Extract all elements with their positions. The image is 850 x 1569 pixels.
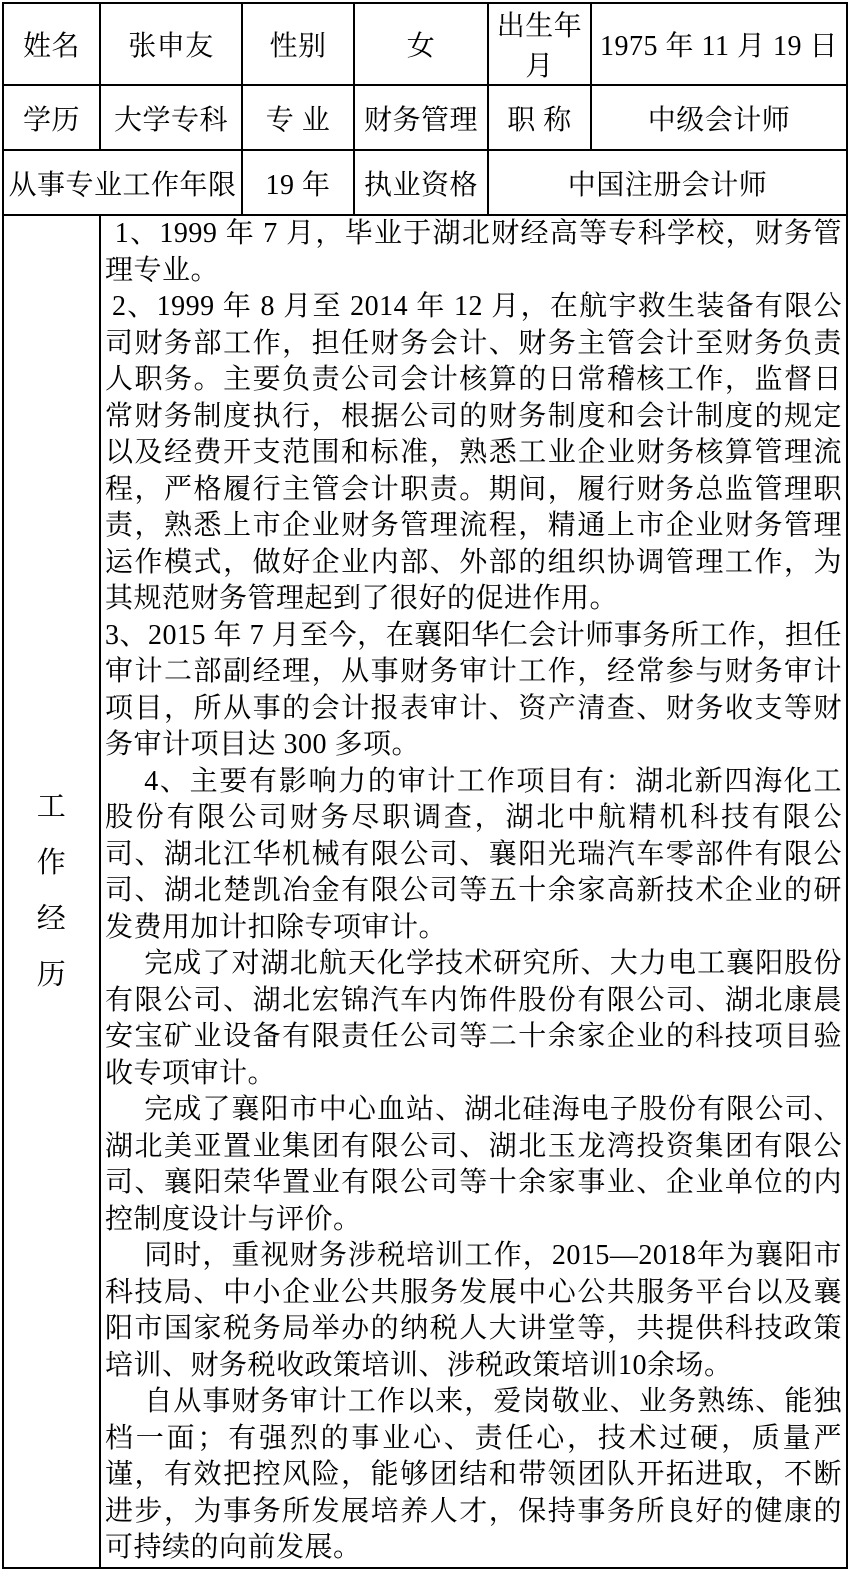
label-char-1: 工 [36, 790, 67, 823]
title-value: 中级会计师 [591, 85, 847, 150]
row-years-qualification [3, 150, 847, 215]
work-experience-content [100, 215, 847, 1568]
work-years-value: 19 年 [242, 150, 354, 215]
row-work-experience [3, 215, 847, 1568]
label-char-4: 历 [36, 958, 67, 991]
row-education-title [3, 85, 847, 150]
experience-paragraph-5: 完成了对湖北航天化学技术研究所、大力电工襄阳股份有限公司、湖北宏锦汽车内饰件股份有限公司、湖北康晨安宝矿业设备有限责任公司等二十余家企业的科技项目验收专项审计。 [105, 948, 842, 1089]
qualification-label: 执业资格 [354, 150, 488, 215]
label-char-3: 经 [36, 902, 67, 935]
resume-document-page [0, 2, 850, 1563]
label-char-2: 作 [36, 846, 67, 879]
experience-paragraph-4: 4、主要有影响力的审计工作项目有：湖北新四海化工股份有限公司财务尽职调查，湖北中航精机科技有限公司、湖北江华机械有限公司、襄阳光瑞汽车零部件有限公司、湖北楚凯冶金有限公司等五十余家高新技术企业的研发费用加计扣除专项审计。 [105, 765, 842, 943]
experience-paragraph-6: 完成了襄阳市中心血站、湖北硅海电子股份有限公司、湖北美亚置业集团有限公司、湖北玉龙湾投资集团有限公司、襄阳荣华置业有限公司等十余家事业、企业单位的内控制度设计与评价。 [105, 1094, 842, 1235]
work-experience-header [3, 215, 100, 1568]
birthdate-value: 1975 年 11 月 19 日 [591, 3, 847, 85]
gender-label: 性别 [242, 3, 354, 85]
work-experience-vertical-label [8, 790, 95, 991]
title-label: 职 称 [488, 85, 591, 150]
qualification-value: 中国注册会计师 [488, 150, 847, 215]
name-label: 姓名 [3, 3, 100, 85]
work-years-label: 从事专业工作年限 [3, 150, 242, 215]
education-value: 大学专科 [100, 85, 242, 150]
experience-paragraph-7: 同时，重视财务涉税培训工作，2015—2018年为襄阳市科技局、中小企业公共服务发展中心公共服务平台以及襄阳市国家税务局举办的纳税人大讲堂等，共提供科技政策培训、财务税收政策培训、涉税政策培训10余场。 [105, 1240, 842, 1381]
gender-value: 女 [354, 3, 488, 85]
major-value: 财务管理 [354, 85, 488, 150]
experience-paragraph-3: 3、2015 年 7 月至今，在襄阳华仁会计师事务所工作，担任审计二部副经理，从事财务审计工作，经常参与财务审计项目，所从事的会计报表审计、资产清查、财务收支等财务审计项目达 300 多项。 [105, 619, 842, 760]
row-basic-info [3, 3, 847, 85]
education-label: 学历 [3, 85, 100, 150]
resume-table [2, 2, 848, 1569]
major-label: 专 业 [242, 85, 354, 150]
experience-paragraph-8: 自从事财务审计工作以来，爱岗敬业、业务熟练、能独档一面；有强烈的事业心、责任心，技术过硬，质量严谨，有效把控风险，能够团结和带领团队开拓进取，不断进步，为事务所发展培养人才，保持事务所良好的健康的可持续的向前发展。 [105, 1386, 842, 1563]
experience-paragraph-2: 2、1999 年 8 月至 2014 年 12 月，在航宇救生装备有限公司财务部工作，担任财务会计、财务主管会计至财务负责人职务。主要负责公司会计核算的日常稽核工作，监督日常财务制度执行，根据公司的财务制度和会计制度的规定以及经费开支范围和标准，熟悉工业企业财务核算管理流程，严格履行主管会计职责。期间，履行财务总监管理职责，熟悉上市企业财务管理流程，精通上市企业财务管理运作模式，做好企业内部、外部的组织协调管理工作，为其规范财务管理起到了很好的促进作用。 [105, 291, 842, 614]
birthdate-label: 出生年月 [488, 3, 591, 85]
name-value: 张申友 [100, 3, 242, 85]
experience-paragraph-1: 1、1999 年 7 月，毕业于湖北财经高等专科学校，财务管理专业。 [105, 218, 842, 286]
